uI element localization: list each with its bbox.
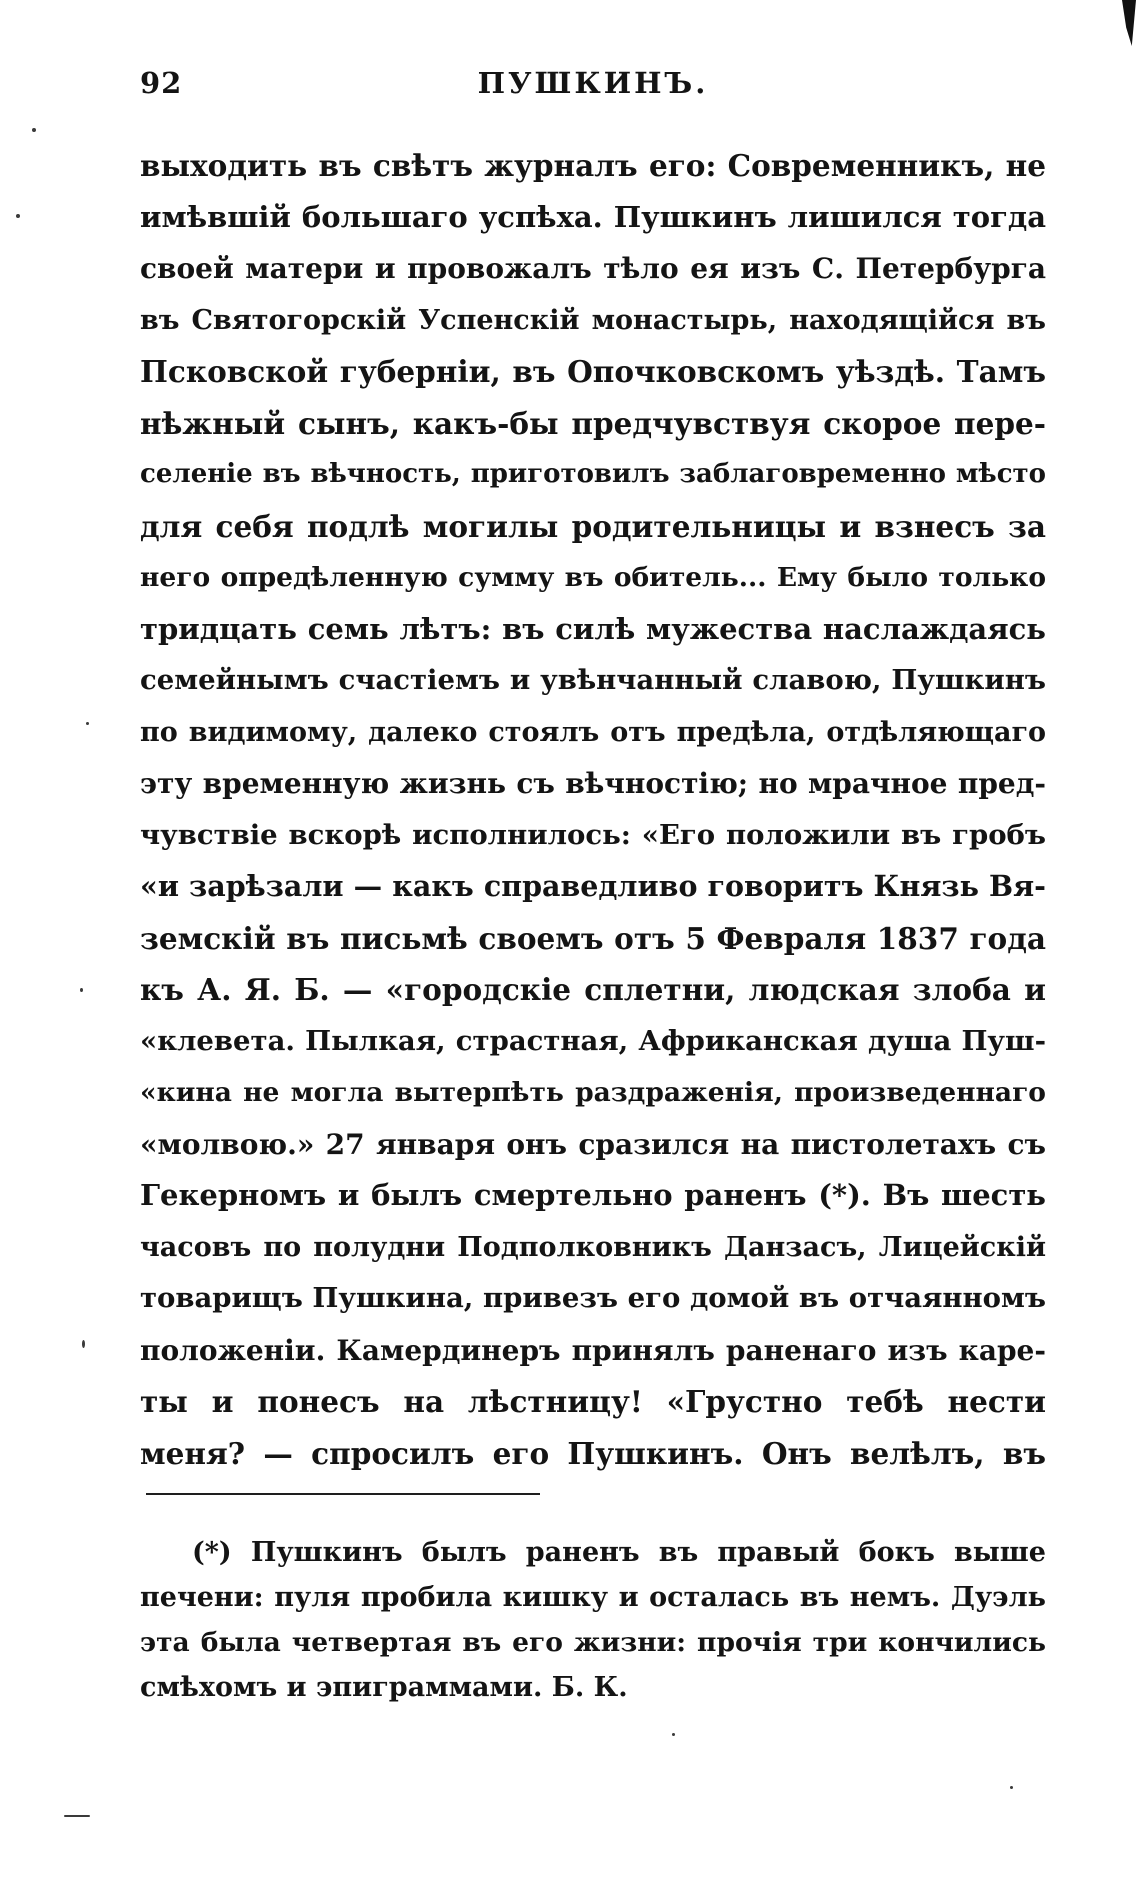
text-line: «и зарѣзали — какъ справедливо говоритъ Князь Вя- [140,869,1046,903]
page-edge-mark [1122,0,1136,46]
text-line: «кина не могла вытерпѣть раздраженiя, произведеннаго [140,1077,1046,1108]
text-line: ты и понесъ на лѣстницу! «Грустно тебѣ нести [140,1384,1046,1419]
text-line: для себя подлѣ могилы родительницы и взнесъ за [140,508,1046,544]
text-line: своей матери и провожалъ тѣло ея изъ С. Петербурга [140,252,1046,285]
text-line: чувствiе вскорѣ исполнилось: «Его положили въ гробъ [140,818,1046,851]
text-line: имѣвшiй большаго успѣха. Пушкинъ лишился тогда [140,199,1046,234]
running-head [140,66,1046,116]
text-line: часовъ по полудни Подполковникъ Данзасъ, Лицейскiй [140,1231,1046,1263]
paper-speck [82,1340,85,1348]
paper-speck [86,722,89,725]
paper-speck [64,1815,90,1817]
text-line: въ Святогорскiй Успенскiй монастырь, находящiйся въ [140,304,1046,336]
paper-speck [1010,1786,1013,1789]
text-line: него опредѣленную сумму въ обитель... Ему было только [140,562,1046,593]
text-line: эту временную жизнь съ вѣчностiю; но мрачное пред- [140,767,1046,800]
running-title: ПУШКИНЪ. [477,66,709,100]
text-line: тридцать семь лѣтъ: въ силѣ мужества наслаждаясь [140,611,1046,646]
text-line: выходить въ свѣтъ журналъ его: Современникъ, не [140,148,1046,183]
text-line: «молвою.» 27 января онъ сразился на пистолетахъ съ [140,1127,1046,1161]
text-line: положенiи. Камердинеръ принялъ раненаго изъ каре- [140,1333,1046,1367]
paper-speck [80,988,83,992]
paper-speck [672,1733,675,1736]
text-line: къ А. Я. Б. — «городскiе сплетни, людская злоба и [140,972,1046,1007]
text-line: земскiй въ письмѣ своемъ отъ 5 Февраля 1837 года [140,920,1046,956]
footnote-separator [146,1493,540,1495]
text-line: селенiе въ вѣчность, приготовилъ заблаговременно мѣсто [140,459,1046,489]
text-line: по видимому, далеко стоялъ отъ предѣла, отдѣляющаго [140,716,1046,748]
footnote [140,1530,1046,1710]
footnote-line: печени: пуля пробила кишку и осталась въ немъ. Дуэль [140,1582,1046,1613]
text-line: нѣжный сынъ, какъ-бы предчувствуя скорое пере- [140,405,1046,441]
footnote-line: эта была четвертая въ его жизни: прочiя три кончились [140,1627,1046,1658]
body-text [140,140,1046,1479]
text-line: семейнымъ счастiемъ и увѣнчанный славою, Пушкинъ [140,664,1046,696]
paper-speck [16,214,20,218]
text-line: «клевета. Пылкая, страстная, Африканская душа Пуш- [140,1024,1046,1057]
footnote-line: смѣхомъ и эпиграммами. Б. К. [140,1672,628,1703]
text-line: меня? — спросилъ его Пушкинъ. Онъ велѣлъ, въ [140,1435,1046,1471]
text-line: Псковской губернiи, въ Опочковскомъ уѣздѣ. Тамъ [140,354,1046,389]
footnote-line: (*) Пушкинъ былъ раненъ въ правый бокъ выше [192,1537,1046,1568]
paper-speck [32,128,36,132]
text-line: Гекерномъ и былъ смертельно раненъ (*). Въ шесть [140,1178,1046,1212]
text-line: товарищъ Пушкина, привезъ его домой въ отчаянномъ [140,1282,1046,1314]
page-number: 92 [140,66,183,100]
